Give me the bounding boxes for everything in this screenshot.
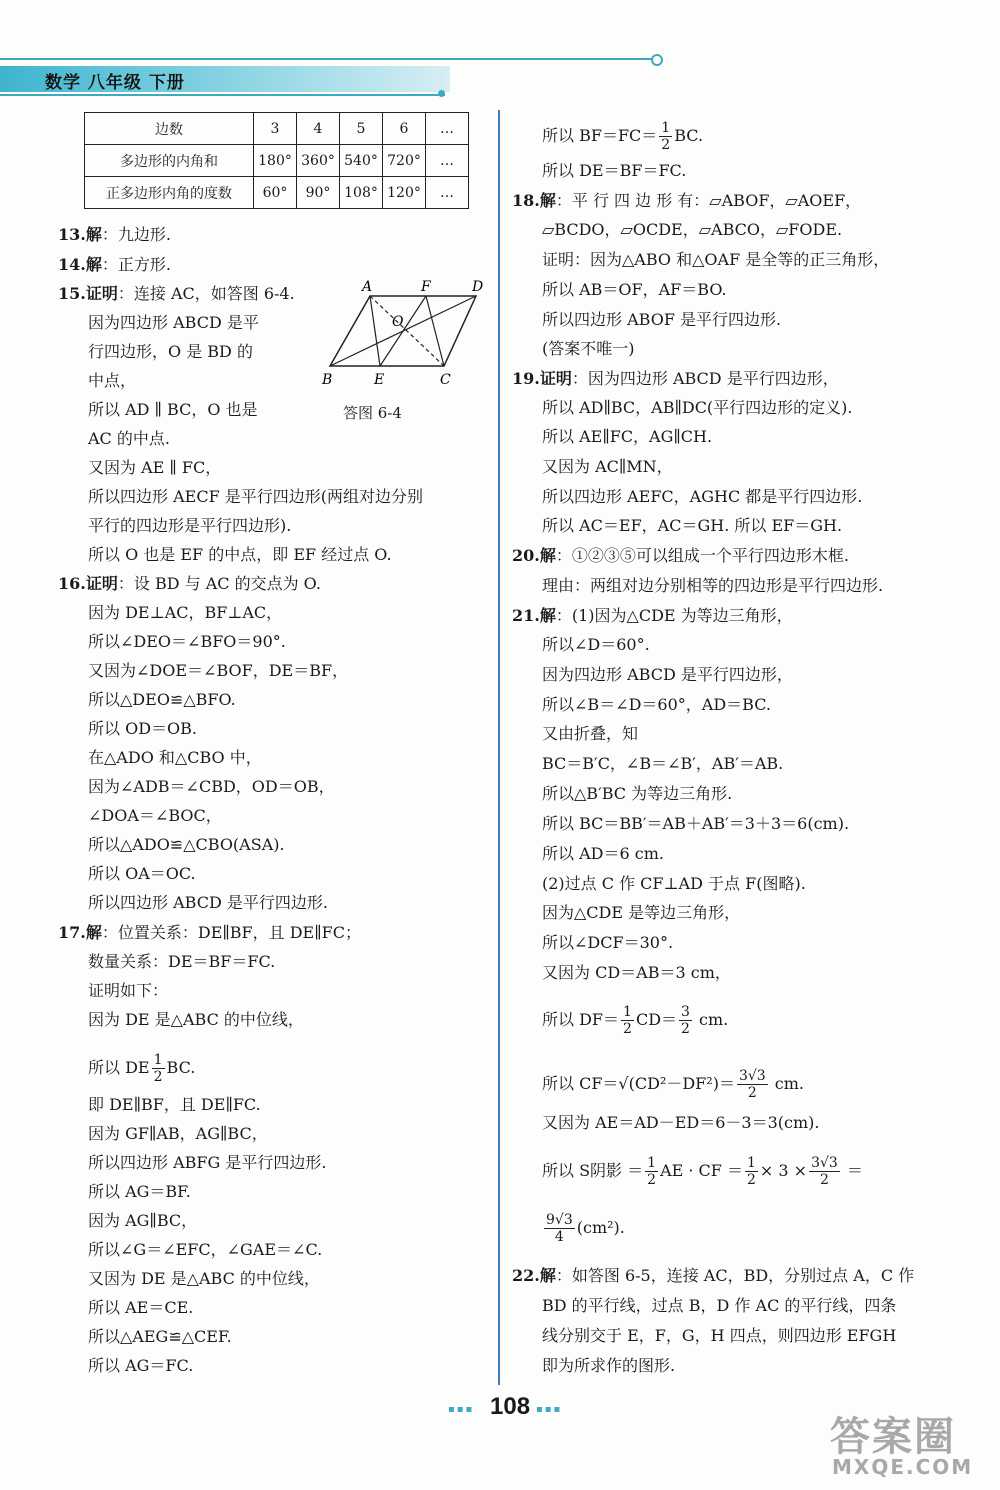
polygon-angle-table <box>84 112 469 209</box>
problem-number <box>58 284 118 303</box>
answer-line <box>542 843 664 865</box>
segment-ae <box>370 296 380 366</box>
line-text: (2)过点 C 作 CF⊥AD 于点 F(图略). <box>542 874 806 893</box>
answer-line <box>88 805 222 827</box>
answer-line <box>542 160 686 182</box>
line-text: 平行的四边形是平行四边形). <box>88 516 292 535</box>
answer-line <box>542 902 740 924</box>
header-rule-top <box>0 58 655 60</box>
line-text: 所以四边形 ABFG 是平行四边形. <box>88 1153 327 1172</box>
label-a: A <box>362 279 373 295</box>
problem-number <box>512 191 556 210</box>
fraction-numerator: 1 <box>647 1155 657 1171</box>
answer-line <box>542 634 650 656</box>
figure-6-4 <box>318 278 498 388</box>
label-c: C <box>440 372 451 388</box>
problem-label: 解 <box>539 606 556 625</box>
answer-line <box>88 834 285 856</box>
problem-number-text: 16. <box>58 574 86 593</box>
table-row <box>85 177 469 209</box>
table-row <box>85 113 469 145</box>
problem-answer-start <box>512 368 839 390</box>
problem-number-text: 19. <box>512 369 540 388</box>
line-text: ：因为四边形 ABCD 是平行四边形， <box>571 369 839 388</box>
line-text: 证明：因为△ABO 和△OAF 是全等的正三角形， <box>542 250 890 269</box>
answer-line <box>88 660 348 682</box>
table-row-header: 多边形的内角和 <box>85 145 254 177</box>
answer-line <box>88 1123 268 1145</box>
answer-line <box>88 718 197 740</box>
line-text: BD 的平行线，过点 B，D 作 AC 的平行线，四条 <box>542 1296 897 1315</box>
label-f: F <box>421 279 431 295</box>
fraction <box>544 1212 575 1245</box>
answer-line <box>542 515 842 537</box>
line-text: 所以△B′BC 为等边三角形. <box>542 784 733 803</box>
line-text: ：连接 AC，如答图 6-4. <box>117 284 295 303</box>
line-text: 因为 DE 是△ABC 的中位线， <box>88 1010 304 1029</box>
line-text: 中点， <box>88 371 137 390</box>
table-cell: 5 <box>340 113 383 145</box>
line-text: ：如答图 6-5，连接 AC，BD，分别过点 A，C 作 <box>555 1266 915 1285</box>
line-text: 证明如下： <box>88 981 169 1000</box>
table-cell: 180° <box>254 145 297 177</box>
fraction <box>645 1155 658 1188</box>
problem-answer-start <box>512 190 861 212</box>
line-text: AE · CF ＝ <box>660 1161 743 1180</box>
line-text: 所以四边形 ABOF 是平行四边形. <box>542 310 782 329</box>
answer-line <box>542 813 849 835</box>
answer-line <box>542 426 712 448</box>
answer-line <box>542 1355 675 1377</box>
column-divider <box>498 110 500 1385</box>
problem-label: 解 <box>539 546 556 565</box>
answer-line <box>88 1009 304 1031</box>
answer-line <box>88 631 286 653</box>
problem-number <box>512 546 556 565</box>
table-cell: 108° <box>340 177 383 209</box>
answer-line <box>88 1268 320 1290</box>
header-rule-bottom <box>0 94 445 96</box>
line-text: ∠DOA＝∠BOC， <box>88 806 222 825</box>
fraction-numerator: 9√3 <box>546 1212 573 1228</box>
answer-line <box>88 776 335 798</box>
fraction-numerator: 1 <box>661 120 671 136</box>
line-text: 又因为∠DOE＝∠BOF，DE＝BF， <box>88 661 349 680</box>
table-row-header: 边数 <box>85 113 254 145</box>
page-number-deco-right: ▪▪▪ <box>536 1404 563 1415</box>
problem-answer-start <box>512 1265 914 1287</box>
line-text: BC. <box>674 126 704 145</box>
fraction-denominator: 2 <box>661 137 671 153</box>
line-text: 又由折叠，知 <box>542 724 639 743</box>
fraction <box>737 1068 768 1101</box>
problem-label: 解 <box>539 191 556 210</box>
label-e: E <box>374 372 385 388</box>
line-text: 所以 AE＝CE. <box>88 1298 194 1317</box>
line-text: 数量关系：DE＝BF＝FC. <box>88 952 276 971</box>
problem-number <box>512 369 572 388</box>
line-text: 所以 AE∥FC，AG∥CH. <box>542 427 713 446</box>
answer-line <box>542 783 732 805</box>
line-text: 因为∠ADB＝∠CBD，OD＝OB， <box>88 777 335 796</box>
answer-line <box>542 486 862 508</box>
line-text: 因为△CDE 是等边三角形， <box>542 903 741 922</box>
problem-number <box>58 923 102 942</box>
table-cell: … <box>426 113 469 145</box>
problem-answer-start <box>512 605 793 627</box>
table-cell: 6 <box>383 113 426 145</box>
line-text: 因为四边形 ABCD 是平 <box>88 313 259 332</box>
problem-label: 解 <box>85 225 102 244</box>
line-text: (答案不唯一) <box>542 339 635 358</box>
line-text: 所以∠DCF＝30°. <box>542 933 674 952</box>
line-text: cm. <box>769 1074 805 1093</box>
answer-line <box>542 120 703 153</box>
table-cell: … <box>426 177 469 209</box>
watermark-logo: 答案圈 <box>830 1414 956 1460</box>
problem-answer-start <box>512 545 849 567</box>
fraction <box>679 1004 692 1037</box>
table-cell: 540° <box>340 145 383 177</box>
answer-line <box>88 457 221 479</box>
answer-line <box>88 1326 232 1348</box>
answer-line <box>542 456 673 478</box>
fraction-denominator: 2 <box>747 1085 757 1101</box>
problem-number <box>512 606 556 625</box>
line-text: 所以四边形 AECF 是平行四边形(两组对边分别 <box>88 487 423 506</box>
table-cell: 360° <box>297 145 340 177</box>
answer-line <box>88 863 196 885</box>
answer-line <box>542 723 638 745</box>
line-text: 所以 DF＝ <box>542 1010 620 1029</box>
problem-number-text: 18. <box>512 191 540 210</box>
problem-number-text: 13. <box>58 225 86 244</box>
line-text: 所以 OA＝OC. <box>88 864 196 883</box>
line-text: 所以 AG＝FC. <box>88 1356 194 1375</box>
fraction <box>152 1052 165 1085</box>
diagonal-ac <box>370 296 444 366</box>
problem-number <box>58 225 102 244</box>
line-text: 所以 AD∥BC，AB∥DC(平行四边形的定义). <box>542 398 853 417</box>
fraction-numerator: 1 <box>153 1052 163 1068</box>
segment-fc <box>426 296 444 366</box>
problem-number <box>58 574 118 593</box>
fraction-denominator: 2 <box>747 1172 756 1188</box>
line-text: 因为 DE⊥AC，BF⊥AC， <box>88 603 283 622</box>
line-text: 所以 BF＝FC＝ <box>542 126 658 145</box>
line-text: 所以∠B＝∠D＝60°，AD＝BC. <box>542 695 771 714</box>
problem-number-text: 20. <box>512 546 540 565</box>
answer-line <box>542 309 781 331</box>
problem-number-text: 22. <box>512 1266 540 1285</box>
line-text: ：位置关系：DE∥BF，且 DE∥FC； <box>101 923 361 942</box>
table-cell: 720° <box>383 145 426 177</box>
problem-answer-start <box>58 224 171 246</box>
problem-number-text: 15. <box>58 284 86 303</box>
answer-line <box>88 747 262 769</box>
answer-line <box>88 1297 193 1319</box>
segment-ef <box>380 296 426 366</box>
fraction-numerator: 3√3 <box>738 1068 766 1084</box>
answer-line <box>542 1295 896 1317</box>
problem-label: 证明 <box>539 369 572 388</box>
problem-number-text: 21. <box>512 606 540 625</box>
answer-line <box>88 951 275 973</box>
line-text: 行四边形，O 是 BD 的 <box>88 342 253 361</box>
line-text: × 3 × <box>759 1161 808 1180</box>
line-text: ：正方形. <box>101 255 171 274</box>
line-text: 所以∠G＝∠EFC，∠GAE＝∠C. <box>88 1240 323 1259</box>
answer-line <box>88 689 236 711</box>
line-text: 所以 AC＝EF，AC＝GH. 所以 EF＝GH. <box>542 516 843 535</box>
answer-line <box>542 694 771 716</box>
line-text: 所以 O 也是 EF 的中点，即 EF 经过点 O. <box>88 545 392 564</box>
watermark <box>830 1405 990 1485</box>
answer-line <box>542 664 793 686</box>
fraction-denominator: 2 <box>623 1021 632 1037</box>
line-text: cm. <box>693 1010 729 1029</box>
problem-answer-start <box>58 283 295 305</box>
header-title: 数学 八年级 下册 <box>45 73 185 93</box>
line-text: 即为所求作的图形. <box>542 1356 676 1375</box>
figure-caption: 答图 6-4 <box>343 404 402 422</box>
fraction-numerator: 3√3 <box>811 1155 838 1171</box>
line-text: 所以 DE <box>88 1058 150 1077</box>
problem-label: 解 <box>85 255 102 274</box>
fraction <box>621 1004 634 1037</box>
answer-line <box>88 980 168 1002</box>
line-text: 所以 DE＝BF＝FC. <box>542 161 687 180</box>
line-text: 所以 S阴影 ＝ <box>542 1161 644 1180</box>
answer-line <box>88 544 392 566</box>
header-rule-dot <box>651 54 663 66</box>
answer-line <box>542 932 673 954</box>
problem-label: 证明 <box>85 574 118 593</box>
line-text: 所以△ADO≌△CBO(ASA). <box>88 835 285 854</box>
line-text: 所以 OD＝OB. <box>88 719 197 738</box>
line-text: 所以 BC＝BB′＝AB＋AB′＝3＋3＝6(cm). <box>542 814 850 833</box>
answer-line <box>542 1155 863 1188</box>
table-cell: 90° <box>297 177 340 209</box>
answer-line <box>88 428 170 450</box>
line-text: 所以△DEO≌△BFO. <box>88 690 236 709</box>
answer-line <box>88 370 136 392</box>
label-b: B <box>322 372 333 388</box>
answer-line <box>88 341 253 363</box>
line-text: ：(1)因为△CDE 为等边三角形， <box>555 606 793 625</box>
line-text: 所以∠D＝60°. <box>542 635 650 654</box>
answer-line <box>542 279 727 301</box>
line-text: ：平 行 四 边 形 有：▱ABOF，▱AOEF， <box>555 191 862 210</box>
problem-number-text: 17. <box>58 923 86 942</box>
fraction-denominator: 2 <box>681 1021 690 1037</box>
problem-answer-start <box>58 922 361 944</box>
line-text: 即 DE∥BF，且 DE∥FC. <box>88 1095 261 1114</box>
table-cell: 3 <box>254 113 297 145</box>
problem-label: 解 <box>539 1266 556 1285</box>
problem-label: 证明 <box>85 284 118 303</box>
line-text: 所以四边形 AEFC，AGHC 都是平行四边形. <box>542 487 863 506</box>
fraction <box>745 1155 758 1188</box>
answer-line <box>88 312 259 334</box>
problem-answer-start <box>58 254 171 276</box>
answer-line <box>88 602 282 624</box>
fraction-denominator: 2 <box>820 1172 829 1188</box>
fraction-numerator: 1 <box>623 1004 632 1020</box>
answer-line <box>88 486 423 508</box>
page-number-deco-left: ▪▪▪ <box>448 1404 475 1415</box>
answer-line <box>542 753 783 775</box>
line-text: 又因为 DE 是△ABC 的中位线， <box>88 1269 320 1288</box>
line-text: 所以∠DEO＝∠BFO＝90°. <box>88 632 286 651</box>
answer-line <box>542 873 806 895</box>
answer-line <box>88 515 291 537</box>
fraction-numerator: 3 <box>681 1004 690 1020</box>
answer-line <box>88 1210 197 1232</box>
fraction-numerator: 1 <box>747 1155 756 1171</box>
table-cell: 4 <box>297 113 340 145</box>
line-text: 所以 AD ∥ BC，O 也是 <box>88 400 258 419</box>
answer-line <box>542 249 889 271</box>
line-text: 在△ADO 和△CBO 中， <box>88 748 262 767</box>
fraction-denominator: 4 <box>554 1229 564 1245</box>
fraction <box>659 120 672 153</box>
table-cell: 120° <box>383 177 426 209</box>
answer-line <box>88 1094 261 1116</box>
problem-number <box>512 1266 556 1285</box>
fraction-denominator: 2 <box>153 1069 163 1085</box>
table-cell: 60° <box>254 177 297 209</box>
problem-answer-start <box>58 573 321 595</box>
answer-line <box>542 1325 896 1347</box>
answer-line <box>88 399 258 421</box>
table-row <box>85 145 469 177</box>
answer-line <box>88 1355 193 1377</box>
answer-line <box>542 338 635 360</box>
line-text: 又因为 CD＝AB＝3 cm， <box>542 963 731 982</box>
line-text: 因为 GF∥AB，AG∥BC， <box>88 1124 268 1143</box>
answer-line <box>542 1112 819 1134</box>
line-text: ：①②③⑤可以组成一个平行四边形木框. <box>555 546 849 565</box>
answer-line <box>88 892 328 914</box>
problem-number <box>58 255 102 274</box>
watermark-url: MXQE.COM <box>832 1455 974 1479</box>
answer-line <box>88 1152 326 1174</box>
answer-line <box>542 575 883 597</box>
page-number: 108 <box>490 1393 531 1420</box>
table-row-header: 正多边形内角的度数 <box>85 177 254 209</box>
answer-line <box>88 1239 322 1261</box>
line-text: ▱BCDO，▱OCDE，▱ABCO，▱FODE. <box>542 220 843 239</box>
problem-number-text: 14. <box>58 255 86 274</box>
problem-label: 解 <box>85 923 102 942</box>
answer-line <box>542 1212 625 1245</box>
line-text: ：设 BD 与 AC 的交点为 O. <box>117 574 321 593</box>
line-text: ：九边形. <box>101 225 171 244</box>
line-text: ＝ <box>841 1161 863 1180</box>
line-text: BC＝B′C，∠B＝∠B′，AB′＝AB. <box>542 754 784 773</box>
line-text: AC 的中点. <box>88 429 170 448</box>
answer-line <box>542 962 731 984</box>
header-rule-dot-end <box>438 90 445 97</box>
line-text: 所以 AD＝6 cm. <box>542 844 664 863</box>
answer-line <box>542 397 853 419</box>
line-text: 线分别交于 E，F，G，H 四点，则四边形 EFGH <box>542 1326 897 1345</box>
fraction <box>809 1155 840 1188</box>
label-d: D <box>472 279 484 295</box>
line-text: 所以 AB＝OF，AF＝BO. <box>542 280 727 299</box>
line-text: CD＝ <box>635 1010 678 1029</box>
line-text: BC. <box>166 1058 196 1077</box>
line-text: 理由：两组对边分别相等的四边形是平行四边形. <box>542 576 884 595</box>
label-o: O <box>392 314 404 330</box>
line-text: 所以△AEG≌△CEF. <box>88 1327 232 1346</box>
answer-line <box>542 1004 728 1037</box>
answer-line <box>88 1052 195 1085</box>
line-text: 所以 AG＝BF. <box>88 1182 191 1201</box>
line-text: 又因为 AE ∥ FC， <box>88 458 222 477</box>
line-text: 又因为 AC∥MN， <box>542 457 673 476</box>
answer-line <box>542 1068 804 1101</box>
line-text: 因为四边形 ABCD 是平行四边形， <box>542 665 793 684</box>
fraction-denominator: 2 <box>647 1172 657 1188</box>
line-text: (cm²). <box>576 1218 625 1237</box>
answer-line <box>88 1181 191 1203</box>
answer-line <box>542 219 842 241</box>
line-text: 所以四边形 ABCD 是平行四边形. <box>88 893 328 912</box>
line-text: 又因为 AE＝AD－ED＝6－3＝3(cm). <box>542 1113 820 1132</box>
line-text: 因为 AG∥BC， <box>88 1211 198 1230</box>
line-text: 所以 CF＝√(CD²－DF²)＝ <box>542 1074 735 1093</box>
table-cell: … <box>426 145 469 177</box>
